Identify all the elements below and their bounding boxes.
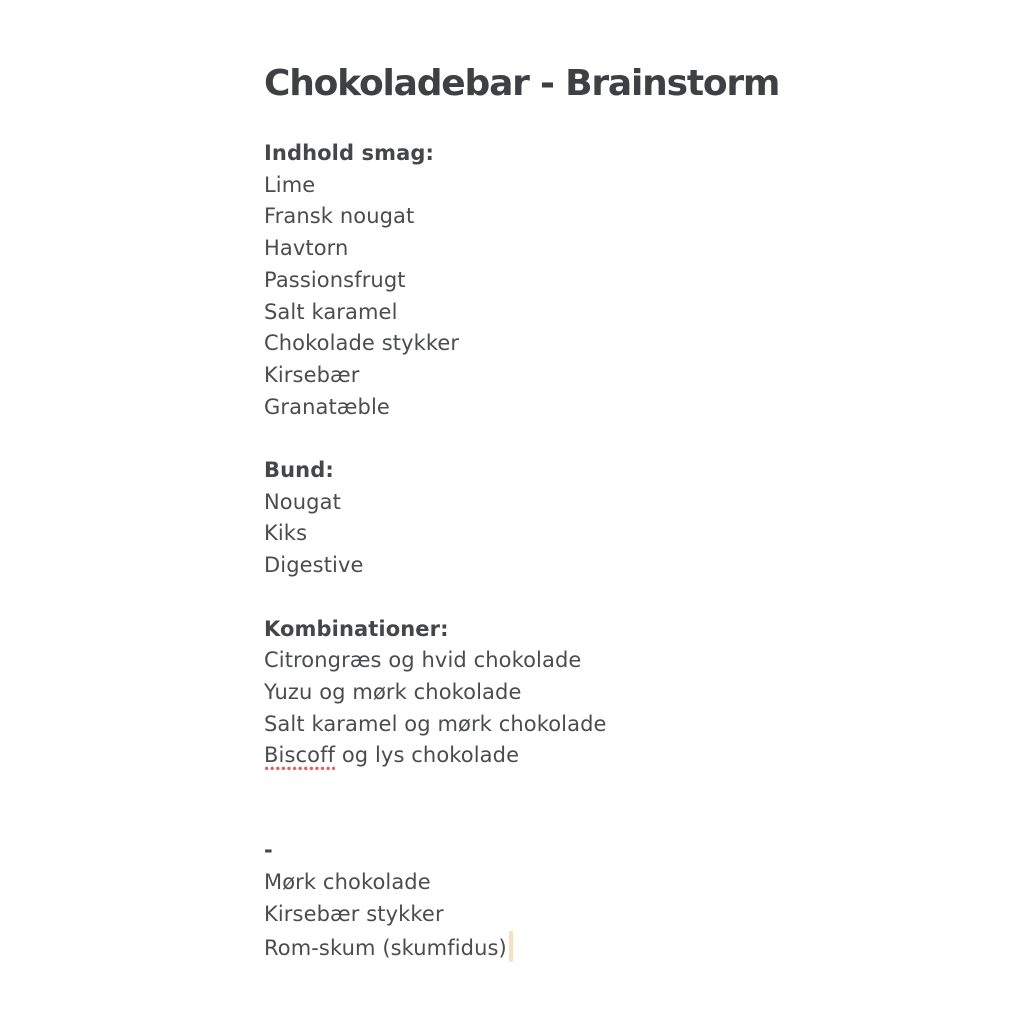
list-item[interactable]: Kirsebær [264, 362, 360, 387]
misspelled-word[interactable]: Biscoff [264, 743, 335, 771]
list-item[interactable] [264, 931, 984, 965]
list-item-text: og lys chokolade [335, 743, 520, 768]
list-item[interactable]: Salt karamel og mørk chokolade [264, 711, 607, 736]
section-flavors [264, 138, 984, 423]
list-item[interactable]: Passionsfrugt [264, 267, 406, 292]
section-heading-base[interactable]: Bund: [264, 458, 334, 483]
list-item[interactable]: Lime [264, 172, 316, 197]
section-base [264, 455, 984, 582]
list-item[interactable]: Mørk chokolade [264, 870, 431, 895]
list-item[interactable]: Granatæble [264, 394, 390, 419]
list-item[interactable]: Kirsebær stykker [264, 901, 444, 926]
list-item[interactable] [264, 740, 984, 772]
list-item[interactable]: Havtorn [264, 236, 349, 261]
list-item[interactable]: Nougat [264, 489, 341, 514]
page-title[interactable]: Chokoladebar - Brainstorm [264, 63, 780, 104]
section-heading-dash[interactable]: - [264, 838, 273, 863]
document-editor[interactable] [264, 62, 984, 964]
list-item[interactable]: Citrongræs og hvid chokolade [264, 648, 582, 673]
list-item[interactable]: Digestive [264, 553, 364, 578]
section-extra [264, 835, 984, 964]
list-item[interactable]: Fransk nougat [264, 204, 415, 229]
list-item-text: Rom-skum (skumfidus) [264, 935, 507, 960]
section-heading-combinations[interactable]: Kombinationer: [264, 616, 449, 641]
list-item[interactable]: Salt karamel [264, 299, 398, 324]
list-item[interactable]: Yuzu og mørk chokolade [264, 679, 522, 704]
list-item[interactable]: Kiks [264, 521, 308, 546]
section-heading-flavors[interactable]: Indhold smag: [264, 141, 434, 165]
text-cursor [509, 931, 513, 962]
list-item[interactable]: Chokolade stykker [264, 331, 460, 356]
section-combinations [264, 614, 984, 773]
